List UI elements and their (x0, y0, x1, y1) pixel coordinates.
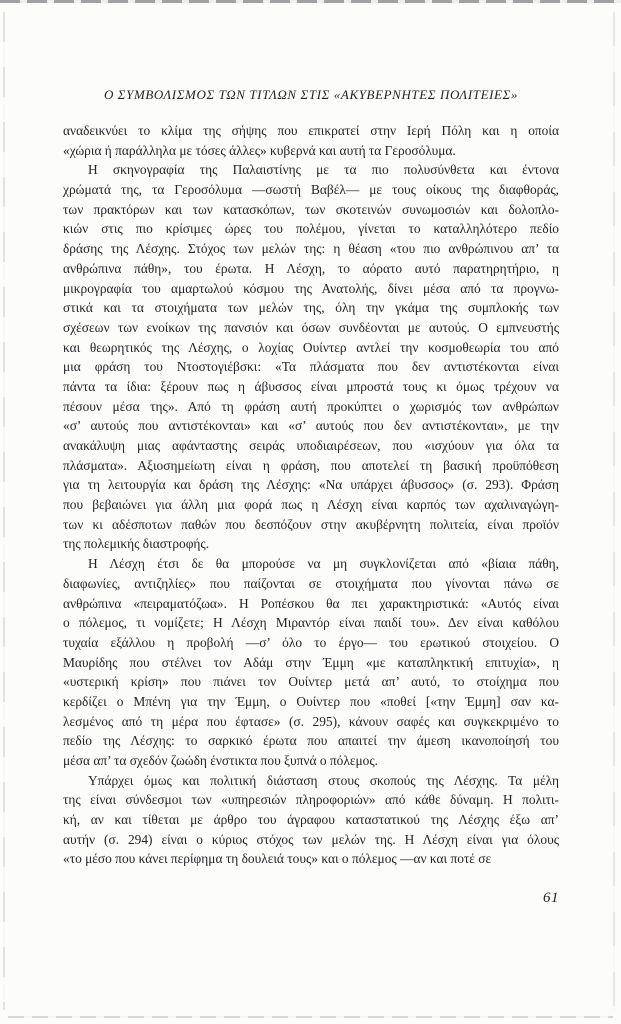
scan-artifact-right-edge (613, 12, 615, 1010)
text-line: Η Λέσχη έτσι δε θα μπορούσε να μη συγκλονίζεται από «βίαια πάθη, (88, 556, 559, 572)
text-line: πέσουν μέσα της». Από τη φράση αυτή προκύπτει ο χωρισμός των ανθρώπων (63, 398, 559, 414)
scan-artifact-top-edge (0, 0, 621, 3)
text-line: που βεβαιώνει για άλλη μια φορά πως η Λέσχη είναι καρπός των αχαλιναγώγη- (63, 497, 559, 513)
text-line: τυχαία εξάλλου η προβολή —σ’ όλο το έργο— του ερωτικού στοιχείου. Ο (63, 634, 559, 650)
text-line: χρώματά της, τα Γεροσόλυμα —σωστή Βαβέλ— με τους οίκους της διαφθοράς, (63, 182, 559, 198)
text-line: πάντα τα ίδια: ξέρουν πως η άβυσσος είναι μπροστά τους κι όμως τρέχουν να (63, 378, 559, 394)
paragraph (63, 554, 559, 771)
text-line: των κι αδέσποτων παθών που δεσπόζουν στην ακυβέρνητη πολιτεία, είναι προϊόν (63, 516, 559, 532)
text-line: κερδίζει ο Μπένη για την Έμμη, ο Ουίντερ που «ποθεί [«την Έμμη] σαν κα- (63, 693, 559, 709)
text-line: ανθρώπινα «πειραματόζωα». Η Ροπέσκου θα πει χαρακτηριστικά: «Αυτός είναι (63, 595, 559, 611)
text-line: Η σκηνογραφία της Παλαιστίνης με τα πιο πολυσύνθετα και έντονα (88, 162, 559, 178)
text-line: «σ’ αυτούς που αντιστέκονται» και «σ’ αυτούς που δεν αντιστέκονται», με την (63, 418, 559, 434)
text-line: μια φράση του Ντοστογιέβσκι: «Τα πλάσματα που δεν αντιστέκονται είναι (63, 359, 559, 375)
text-line: αναδεικνύει το κλίμα της σήψης που επικρατεί στην Ιερή Πόλη και η οποία (63, 123, 559, 138)
text-line: Υπάρχει όμως και πολιτική διάσταση στους σκοπούς της Λέσχης. Τα μέλη (88, 772, 559, 788)
text-line: σχέσεων των ενοίκων της πανσιόν και όσων συνδέονται με αυτούς. Ο εμπνευστής (63, 319, 559, 335)
text-line: αυτήν (σ. 294) είναι ο κύριος στόχος των μελών της. Η Λέσχη είναι για όλους (63, 831, 559, 847)
text-line: ανθρώπινα πάθη», του έρωτα. Η Λέσχη, το αόρατο αυτό παρατηρητήριο, η (63, 260, 559, 276)
text-line: μέσα απ’ τα σχεδόν ζωώδη ένστικτα που ξυπνά ο πόλεμος. (63, 753, 378, 768)
text-line: Μαυρίδης που στέλνει τον Αδάμ στην Έμμη «με καταπληκτική επιτυχία», η (63, 654, 559, 670)
scan-artifact-bottom-edge (8, 1016, 613, 1018)
text-line: ο πόλεμος, τι νομίζετε; Η Λέσχη Μιραντόρ είναι παιδί του». Δεν είναι καθόλου (63, 615, 559, 631)
text-line: στικά και τα στοιχήματα των μελών της, όλη την γκάμα της συμπλοκής των (63, 300, 559, 316)
text-line: για τη λειτουργία και δράση της Λέσχης: «Να υπάρχει άβυσσος» (σ. 293). Φράση (63, 477, 559, 493)
text-line: της πολεμικής διαστροφής. (63, 536, 210, 552)
text-line: μικρογραφία του αμαρτωλού κόσμου της Ανατολής, δίνει μέσα από τα προγνω- (63, 280, 559, 296)
text-line: κιών στις πιο κρίσιμες ώρες του πολέμου, γίνεται το καταλληλότερο πεδίο (63, 221, 559, 237)
paragraph (63, 771, 559, 869)
text-line: και θεωρητικός της Λέσχης, ο λοχίας Ουίντερ αντλεί την κοσμοθεωρία του από (63, 339, 559, 355)
paragraph (63, 121, 559, 160)
text-line: πλάσματα». Αξιοσημείωτη είναι η φράση, που αποτελεί τη βασική προϋπόθεση (63, 457, 559, 473)
text-line: «χώρια ή παράλληλα με τόσες άλλες» κυβερνά και αυτή τα Γεροσόλυμα. (63, 142, 456, 158)
text-line: «υστερική κρίση» που πιάνει τον Ουίντερ μετά απ’ αυτό, το στοίχημα που (63, 674, 559, 690)
text-line: λεσμένος από τη μέρα που έφτασε» (σ. 295), κάνουν σαφές και συγκεκριμένο το (63, 713, 559, 729)
text-line: των πρακτόρων και των κατασκόπων, των σκοτεινών συνωμοσιών και δολοπλο- (63, 201, 559, 217)
page-number: 61 (543, 890, 559, 906)
text-line: κή, αν και τίθεται με άρθρο του άγραφου καταστατικού της Λέσχης έξω απ’ (63, 812, 559, 828)
text-block (63, 121, 559, 869)
text-line: «το μέσο που κάνει περίφημα τη δουλειά τους» και ο πόλεμος —αν και ποτέ σε (63, 851, 492, 867)
text-line: δράσης της Λέσχης. Στόχος των μελών της: η θέαση «του πιο ανθρώπινου απ’ τα (63, 241, 559, 257)
scan-artifact-left-edge (3, 12, 5, 1010)
text-line: της είναι σύνδεσμοι των «υπηρεσιών πληροφοριών» από κάθε δύναμη. Η πολιτι- (63, 792, 559, 808)
text-line: ανακάλυψη μιας αφάνταστης σειράς υποδιαιρέσεων, που «ισχύουν για όλα τα (63, 438, 559, 453)
running-head: Ο ΣΥΜΒΟΛΙΣΜΟΣ ΤΩΝ ΤΙΤΛΩΝ ΣΤΙΣ «ΑΚΥΒΕΡΝΗΤΕΣ ΠΟΛΙΤΕΙΕΣ» (103, 87, 519, 102)
paragraph (63, 160, 559, 554)
text-line: διαφωνίες, αντιζηλίες» που παίζονται σε στοιχήματα που γίνονται πάνω σε (63, 575, 559, 591)
text-line: πεδίο της Λέσχης: το σαρκικό έρωτα που απαιτεί την άμεση ικανοποίησή του (63, 733, 559, 749)
